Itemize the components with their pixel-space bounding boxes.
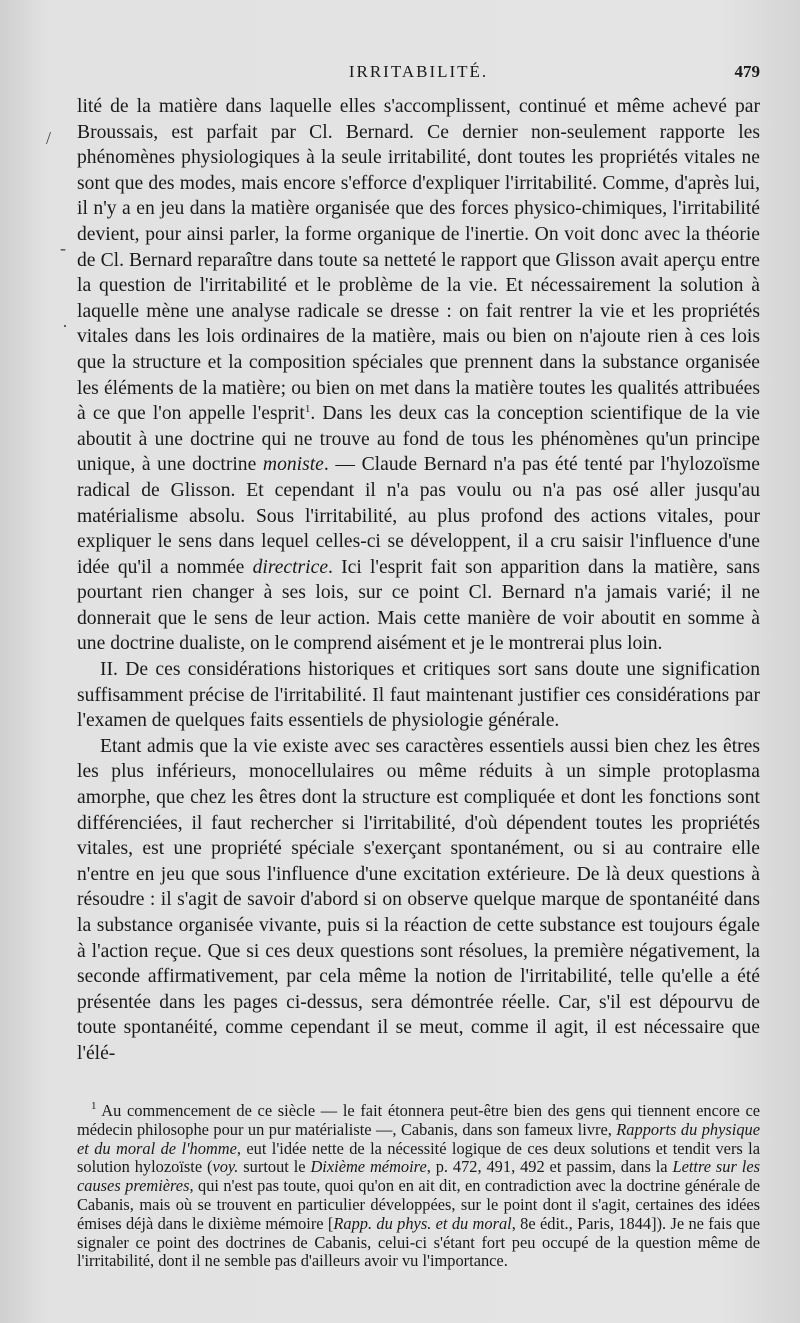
footnote-italic: Rapp. du phys. et du moral (333, 1213, 512, 1233)
footnote-text: Au commencement de ce siècle — le fait étonnera peut-être bien des gens qui tiennent encore ce médecin philosophe pour un pur matérialiste —, Cabanis, dans son fameux livre, (77, 1101, 760, 1139)
margin-pencil-mark: / (46, 128, 52, 148)
margin-pencil-mark: · (62, 316, 68, 336)
paragraph (77, 657, 760, 734)
paragraph (77, 734, 760, 1067)
page-number: 479 (734, 62, 760, 81)
footnote-text: surtout le (238, 1157, 311, 1177)
running-header (77, 62, 760, 86)
margin-pencil-mark: - (60, 238, 66, 258)
footnote-italic: Dixième mémoire (310, 1157, 427, 1177)
footnote-text: , qui n'est pas toute, quoi qu'on en ait dit, en contradiction avec la doctrine générale de Cabanis, mais où se trouvent en particulier développées, sur le point dont il s'agit, certaines des idées émises déjà dans le dixième mémoire [ (77, 1176, 761, 1233)
paragraph-text: . — Claude Bernard n'a pas été tenté par l'hylozoïsme radical de Glisson. Et cependant il n'a pas voulu ou n'a pas osé aller jusqu'au matérialisme absolu. Sous l'irritabilité, au plus profond des actions vitales, pour expliquer le sens dans lequel celles-ci se développent, il a cru saisir l'influence d'une idée qu'il a nommée (77, 454, 760, 578)
footnote-italic: Rapports du physique et du moral de l'homme (77, 1119, 760, 1158)
italic-term: moniste (262, 454, 324, 476)
paragraph (77, 94, 760, 657)
italic-term: directrice (252, 556, 329, 578)
footnote-text: , p. 472, 491, 492 et passim, dans la (426, 1157, 673, 1177)
footnote (77, 1102, 760, 1271)
paragraph-text: Etant admis que la vie existe avec ses caractères essentiels aussi bien chez les êtres les plus inférieurs, monocellulaires ou même réduits à un simple protoplasma amorphe, que chez les êtres dont la structure est compliquée et dont les fonctions sont différenciées, il faut rechercher si l'irritabilité, d'où dépendent toutes les propriétés vitales, est une propriété spéciale s'exerçant spontanément, ou si au contraire elle n'entre en jeu que sous l'influence d'une excitation extérieure. De là deux questions à résoudre : il s'agit de savoir d'abord si on observe quelque marque de spontanéité dans la substance organisée vivante, puis si la réaction de cette substance est toujours égale à l'action reçue. Que si ces deux questions sont résolues, la première négativement, la seconde affirmativement, par cela même la notion de l'irritabilité, telle qu'elle a été présentée dans les pages ci-dessus, sera démontrée réelle. Car, s'il est dépourvu de toute spontanéité, comme cependant il se meut, comme il agit, il est nécessaire que l'élé- (77, 735, 760, 1064)
footnote-paragraph (77, 1102, 760, 1271)
footnote-text: , 8e édit., Paris, 1844]). Je ne fais que signaler ce point des doctrines de Cabanis, celui-ci s'étant fort peu occupé de la question même de l'irritabilité, dont il ne semble pas d'ailleurs avoir vu l'importance. (77, 1213, 760, 1271)
footnote-italic: Lettre sur les causes premières (77, 1157, 760, 1196)
footnote-marker: 1 (91, 1100, 97, 1112)
running-title: IRRITABILITÉ. (348, 62, 489, 81)
paragraph-text: lité de la matière dans laquelle elles s'accomplissent, continué et même achevé par Broussais, est parfait par Cl. Bernard. Ce dernier non-seulement rapporte les phénomènes physiologiques à la seule irritabilité, dont toutes les propriétés vitales ne sont que des modes, mais encore s'efforce d'expliquer l'irritabilité. Comme, d'après lui, il n'y a en jeu dans la matière organisée que des forces physico-chimiques, l'irritabilité devient, pour ainsi parler, la forme organique de l'inertie. On voit donc avec la théorie de Cl. Bernard reparaître dans toute sa netteté le rapport que Glisson avait aperçu entre la question de l'irritabilité et le problème de la vie. Et nécessairement la solution à laquelle mène une analyse radicale se dresse : on fait rentrer la vie et les propriétés vitales dans les lois ordinaires de la matière, mais ou bien on n'ajoute rien à ces lois que la structure et la composition spéciales que prennent dans la substance organisée les éléments de la matière; ou bien on met dans la matière toutes les qualités attribuées à ce que l'on appelle l'esprit (77, 96, 760, 425)
footnote-italic: voy. (212, 1157, 239, 1177)
main-text (77, 94, 760, 1067)
paragraph-text: II. De ces considérations historiques et critiques sort sans doute une signification suffisamment précise de l'irritabilité. Il faut maintenant justifier ces considérations par l'examen de quelques faits essentiels de physiologie générale. (77, 659, 760, 732)
footnote-reference: 1 (304, 403, 311, 416)
footnote-text: , eut l'idée nette de la nécessité logique de ces deux solutions et tendit vers la solution hylozoïste ( (77, 1138, 761, 1177)
paragraph-text: . Ici l'esprit fait son apparition dans la matière, sans pourtant rien changer à ses lois, sur ce point Cl. Bernard n'a jamais varié; il ne donnerait que le sens de leur action. Mais cette manière de voir aboutit en somme à une doctrine dualiste, on le comprend aisément et je le montrerai plus loin. (77, 556, 760, 655)
paragraph-text: . Dans les deux cas la conception scientifique de la vie aboutit à une doctrine qui ne trouve au fond de tous les phénomènes qu'un principe unique, à une doctrine (77, 403, 760, 476)
